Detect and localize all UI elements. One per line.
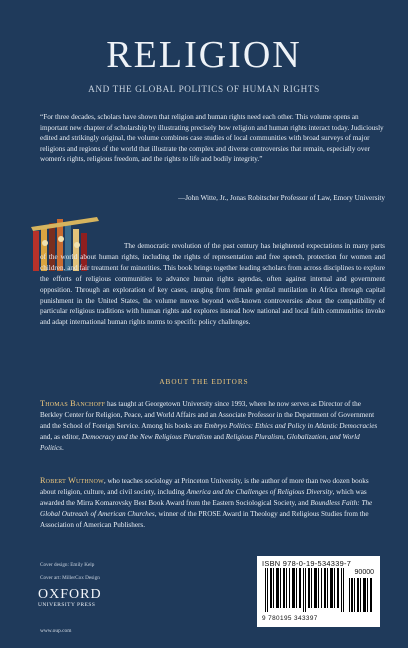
isbn-barcode bbox=[257, 556, 380, 627]
book-subtitle: AND THE GLOBAL POLITICS OF HUMAN RIGHTS bbox=[88, 84, 320, 94]
isbn-digits: 9 780195 343397 bbox=[262, 615, 318, 622]
publisher-sub: UNIVERSITY PRESS bbox=[38, 602, 96, 608]
endorsement-quote: “For three decades, scholars have shown that religion and human rights need each other. This volume opens an important new chapter of scholarship by illustrating precisely how religion and human rights interact today. Judiciously edited and strikingly original, the volume combines case studies of local communities with broad surveys of major religions and regions of the world that illustrate the complex and diverse controversies that remain, especially over women's rights, religious freedom, and the rights to life and bodily integrity.” bbox=[40, 113, 384, 163]
publisher-logo bbox=[38, 587, 108, 608]
barcode-bars bbox=[265, 568, 345, 612]
isbn-label: ISBN 978-0-19-534339-7 bbox=[262, 559, 352, 568]
cover-design-credit: Cover design: Emily Kelp bbox=[40, 562, 95, 568]
editor-bio-banchoff: Thomas Banchoff has taught at Georgetown University since 1993, where he now serves as Director of the Berkley Center for Religion, Peace, and World Affairs and an Associate Professor in the Department of Government and the School of Foreign Service. Among his books are Embryo Politics: Ethics and Policy in Atlantic Democracies and, as editor, Democracy and the New Religious Pluralism and Religious Pluralism, Globalization, and World Politics. bbox=[40, 399, 378, 452]
about-editors-heading: ABOUT THE EDITORS bbox=[159, 378, 249, 386]
cover-art-credit: Cover art: MillerCox Design bbox=[40, 575, 100, 581]
price-code: 90000 bbox=[354, 569, 374, 576]
book-description: The democratic revolution of the past century has heightened expectations in many parts of the world about human rights, including the rights of representation and free speech, protection for women and children, and fair treatment for minorities. This book brings together leading scholars from across disciplines to explore the efforts of religious communities to advance human rights agendas, often against internal and government opposition. Through an exploration of key cases, ranging from female genital mutilation in Africa through capital punishment in the United States, the volume moves beyond well-known controversies about the compatibility of particular religious traditions with human rights and explores instead how national and local faith communities invoke and adapt international human rights norms to specific policy challenges. bbox=[40, 242, 385, 327]
publisher-website: www.oup.com bbox=[40, 628, 72, 634]
price-barcode-bars bbox=[349, 578, 374, 612]
editor-name: Thomas Banchoff bbox=[40, 399, 106, 408]
book-title: RELIGION bbox=[106, 34, 302, 76]
editor-bio-wuthnow: Robert Wuthnow, who teaches sociology at Princeton University, is the author of more than two dozen books about religion, culture, and civil society, including America and the Challenges of Religious Diversity, which was awarded the Mirra Komarovsky Best Book Award from the Eastern Sociological Society, and Boundless Faith: The Global Outreach of American Churches, winner of the PROSE Award in Theology and Religious Studies from the Association of American Publishers. bbox=[40, 476, 373, 529]
publisher-name: OXFORD bbox=[38, 587, 102, 602]
endorsement-attribution: —John Witte, Jr., Jonas Robitscher Professor of Law, Emory University bbox=[178, 194, 385, 202]
editor-name: Robert Wuthnow bbox=[40, 476, 104, 485]
